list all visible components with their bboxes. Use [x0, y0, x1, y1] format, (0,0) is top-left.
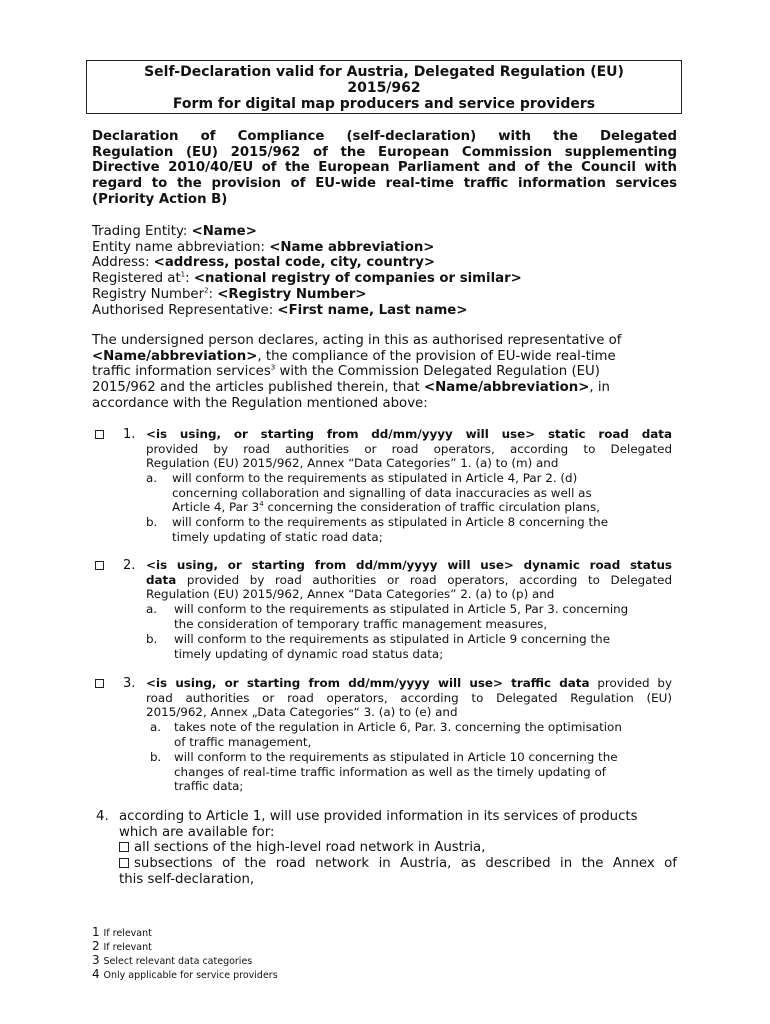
representative-field [92, 303, 677, 319]
field-label: Authorised Representative: [92, 302, 278, 318]
heading-line: regard to the provision of EU-wide real-time traffic information services [92, 176, 677, 192]
sub-letter: b. [146, 632, 158, 646]
footnote-ref: 4 [259, 500, 264, 509]
item-1-sub-b [146, 515, 672, 545]
footnote-text: If relevant [103, 928, 152, 939]
item-line: road authorities or road operators, according to Delegated Regulation (EU) [146, 690, 672, 705]
field-label: Trading Entity: [92, 224, 192, 239]
sub-line: will conform to the requirements as stipulated in Article 4, Par 2. (d) [172, 471, 578, 485]
field-colon: : [208, 286, 218, 302]
item-line: according to Article 1, will use provided information in its services of products [119, 809, 638, 824]
item-number: 4. [96, 809, 109, 824]
heading-line: Declaration of Compliance (self-declaration) with the Delegated [92, 129, 677, 144]
sub-line: will conform to the requirements as stipulated in Article 9 concerning the [174, 632, 611, 646]
intro-text: with the Commission Delegated Regulation (EU) [275, 364, 600, 380]
sub-line: of traffic management, [174, 734, 312, 749]
sub-letter: b. [146, 515, 158, 529]
item-3-sub-a [150, 720, 672, 750]
abbreviation-value[interactable]: <Name abbreviation> [269, 239, 435, 255]
intro-text: , in [589, 380, 610, 396]
sub-line: will conform to the requirements as stipulated in Article 10 concerning the [174, 750, 618, 764]
sub-line: changes of real-time traffic information as well as the timely updating of [174, 764, 606, 779]
item-text: provided by road authorities or road operators, according to Delegated [176, 572, 672, 587]
sub-line: takes note of the regulation in Article 6, Par. 3. concerning the optimisation [174, 720, 622, 734]
item-number: 3. [123, 676, 136, 691]
sub-letter: a. [146, 471, 158, 485]
item-number: 1. [123, 427, 136, 442]
trading-entity-field [92, 224, 677, 240]
representative-value[interactable]: <First name, Last name> [277, 302, 468, 318]
sub-line: timely updating of static road data; [172, 529, 383, 544]
item-1 [146, 427, 672, 471]
item-heading: <is using, or starting from dd/mm/yyyy will use> static road data [146, 427, 672, 441]
item-line [146, 573, 672, 588]
item-2-checkbox[interactable] [95, 561, 104, 570]
title-box [86, 60, 682, 114]
field-label: Registry Number [92, 286, 205, 302]
sub-line: will conform to the requirements as stipulated in Article 8 concerning the [172, 515, 609, 529]
footnote-number: 1 [92, 925, 100, 939]
title-line-1: Self-Declaration valid for Austria, Delegated Regulation (EU) [144, 64, 624, 80]
item-line: this self-declaration, [119, 871, 255, 887]
item-heading: <is using, or starting from dd/mm/yyyy will use> traffic data [146, 676, 590, 690]
intro-line: The undersigned person declares, acting in this as authorised representative of [92, 333, 622, 348]
item-4 [119, 809, 677, 888]
footnote-text: If relevant [103, 942, 152, 953]
sub-line: concerning collaboration and signalling of data inaccuracies as well as [172, 485, 592, 500]
address-value[interactable]: <address, postal code, city, country> [153, 255, 436, 271]
option-label: subsections of the road network in Austria, as described in the Annex of [134, 856, 677, 872]
field-colon: : [185, 271, 194, 287]
item-line: provided by road authorities or road operators, according to Delegated [146, 441, 672, 456]
intro-text: 2015/962 and the articles published therein, that [92, 380, 424, 396]
sub-letter: a. [146, 602, 158, 616]
item-line [146, 676, 672, 691]
field-label: Address: [92, 255, 154, 271]
footnote-text: Only applicable for service providers [103, 970, 278, 981]
title-line-3: Form for digital map producers and service providers [172, 96, 596, 112]
abbreviation-field [92, 240, 677, 256]
footnote-text: Select relevant data categories [103, 956, 253, 967]
sub-line [172, 500, 672, 515]
item-2-sub-b [146, 632, 672, 662]
footnote-ref: 3 [270, 363, 276, 372]
address-field [92, 255, 677, 271]
footnote-number: 3 [92, 953, 100, 967]
item-1-checkbox[interactable] [95, 430, 104, 439]
option-all-sections[interactable] [119, 840, 677, 856]
footnote [92, 967, 278, 983]
field-label: Registered at [92, 271, 181, 287]
name-placeholder: <Name/abbreviation> [92, 348, 258, 364]
registered-at-field [92, 271, 677, 287]
option-checkbox[interactable] [119, 842, 129, 852]
entity-fields [92, 224, 677, 318]
heading-line: Regulation (EU) 2015/962 of the European Commission supplementing [92, 144, 677, 160]
intro-line [92, 364, 677, 380]
footnote-ref: 1 [180, 270, 186, 279]
intro-paragraph [92, 333, 677, 412]
intro-line [92, 349, 677, 365]
footnote-number: 4 [92, 967, 100, 981]
item-3-sub-b [150, 750, 672, 795]
sub-letter: a. [150, 720, 162, 734]
item-number: 2. [123, 558, 136, 573]
option-label: all sections of the high-level road network in Austria, [134, 840, 486, 856]
item-line: Regulation (EU) 2015/962, Annex “Data Categories” 1. (a) to (m) and [146, 456, 559, 471]
option-checkbox[interactable] [119, 858, 129, 868]
item-line: Regulation (EU) 2015/962, Annex “Data Categories” 2. (a) to (p) and [146, 587, 555, 602]
intro-text: , the compliance of the provision of EU-wide real-time [257, 348, 616, 364]
heading-line: Directive 2010/40/EU of the European Parliament and of the Council with [92, 160, 677, 176]
sub-text: Article 4, Par 3 [172, 500, 260, 515]
sub-line: traffic data; [174, 779, 244, 794]
item-3-checkbox[interactable] [95, 679, 104, 688]
sub-text: concerning the consideration of traffic circulation plans, [263, 500, 601, 515]
registry-number-value[interactable]: <Registry Number> [217, 286, 367, 302]
sub-line: timely updating of dynamic road status data; [174, 646, 444, 661]
intro-line: accordance with the Regulation mentioned above: [92, 395, 428, 411]
item-line: 2015/962, Annex „Data Categories“ 3. (a) to (e) and [146, 705, 458, 720]
footnote-number: 2 [92, 939, 100, 953]
item-heading: <is using, or starting from dd/mm/yyyy will use> dynamic road status [146, 558, 672, 572]
sub-line: will conform to the requirements as stipulated in Article 5, Par 3. concerning [174, 602, 629, 616]
field-label: Entity name abbreviation: [92, 239, 270, 255]
item-line: which are available for: [119, 824, 275, 840]
footnote-ref: 2 [204, 286, 209, 295]
intro-line [92, 380, 677, 396]
sub-letter: b. [150, 750, 162, 764]
item-2-sub-a [146, 602, 672, 632]
intro-text: traffic information services [92, 364, 271, 380]
name-placeholder: <Name/abbreviation> [423, 380, 590, 396]
item-text: provided by [589, 676, 672, 690]
item-heading: data [146, 572, 177, 587]
registry-number-field [92, 287, 677, 303]
option-subsections[interactable] [119, 856, 677, 872]
trading-entity-value[interactable]: <Name> [191, 224, 257, 239]
item-3 [146, 676, 672, 720]
sub-line: the consideration of temporary traffic management measures, [174, 616, 548, 631]
item-2 [146, 558, 672, 602]
registered-at-value[interactable]: <national registry of companies or similar> [193, 271, 522, 287]
heading-line: (Priority Action B) [92, 191, 228, 207]
declaration-heading [92, 129, 677, 208]
title-line-2: 2015/962 [347, 80, 421, 96]
